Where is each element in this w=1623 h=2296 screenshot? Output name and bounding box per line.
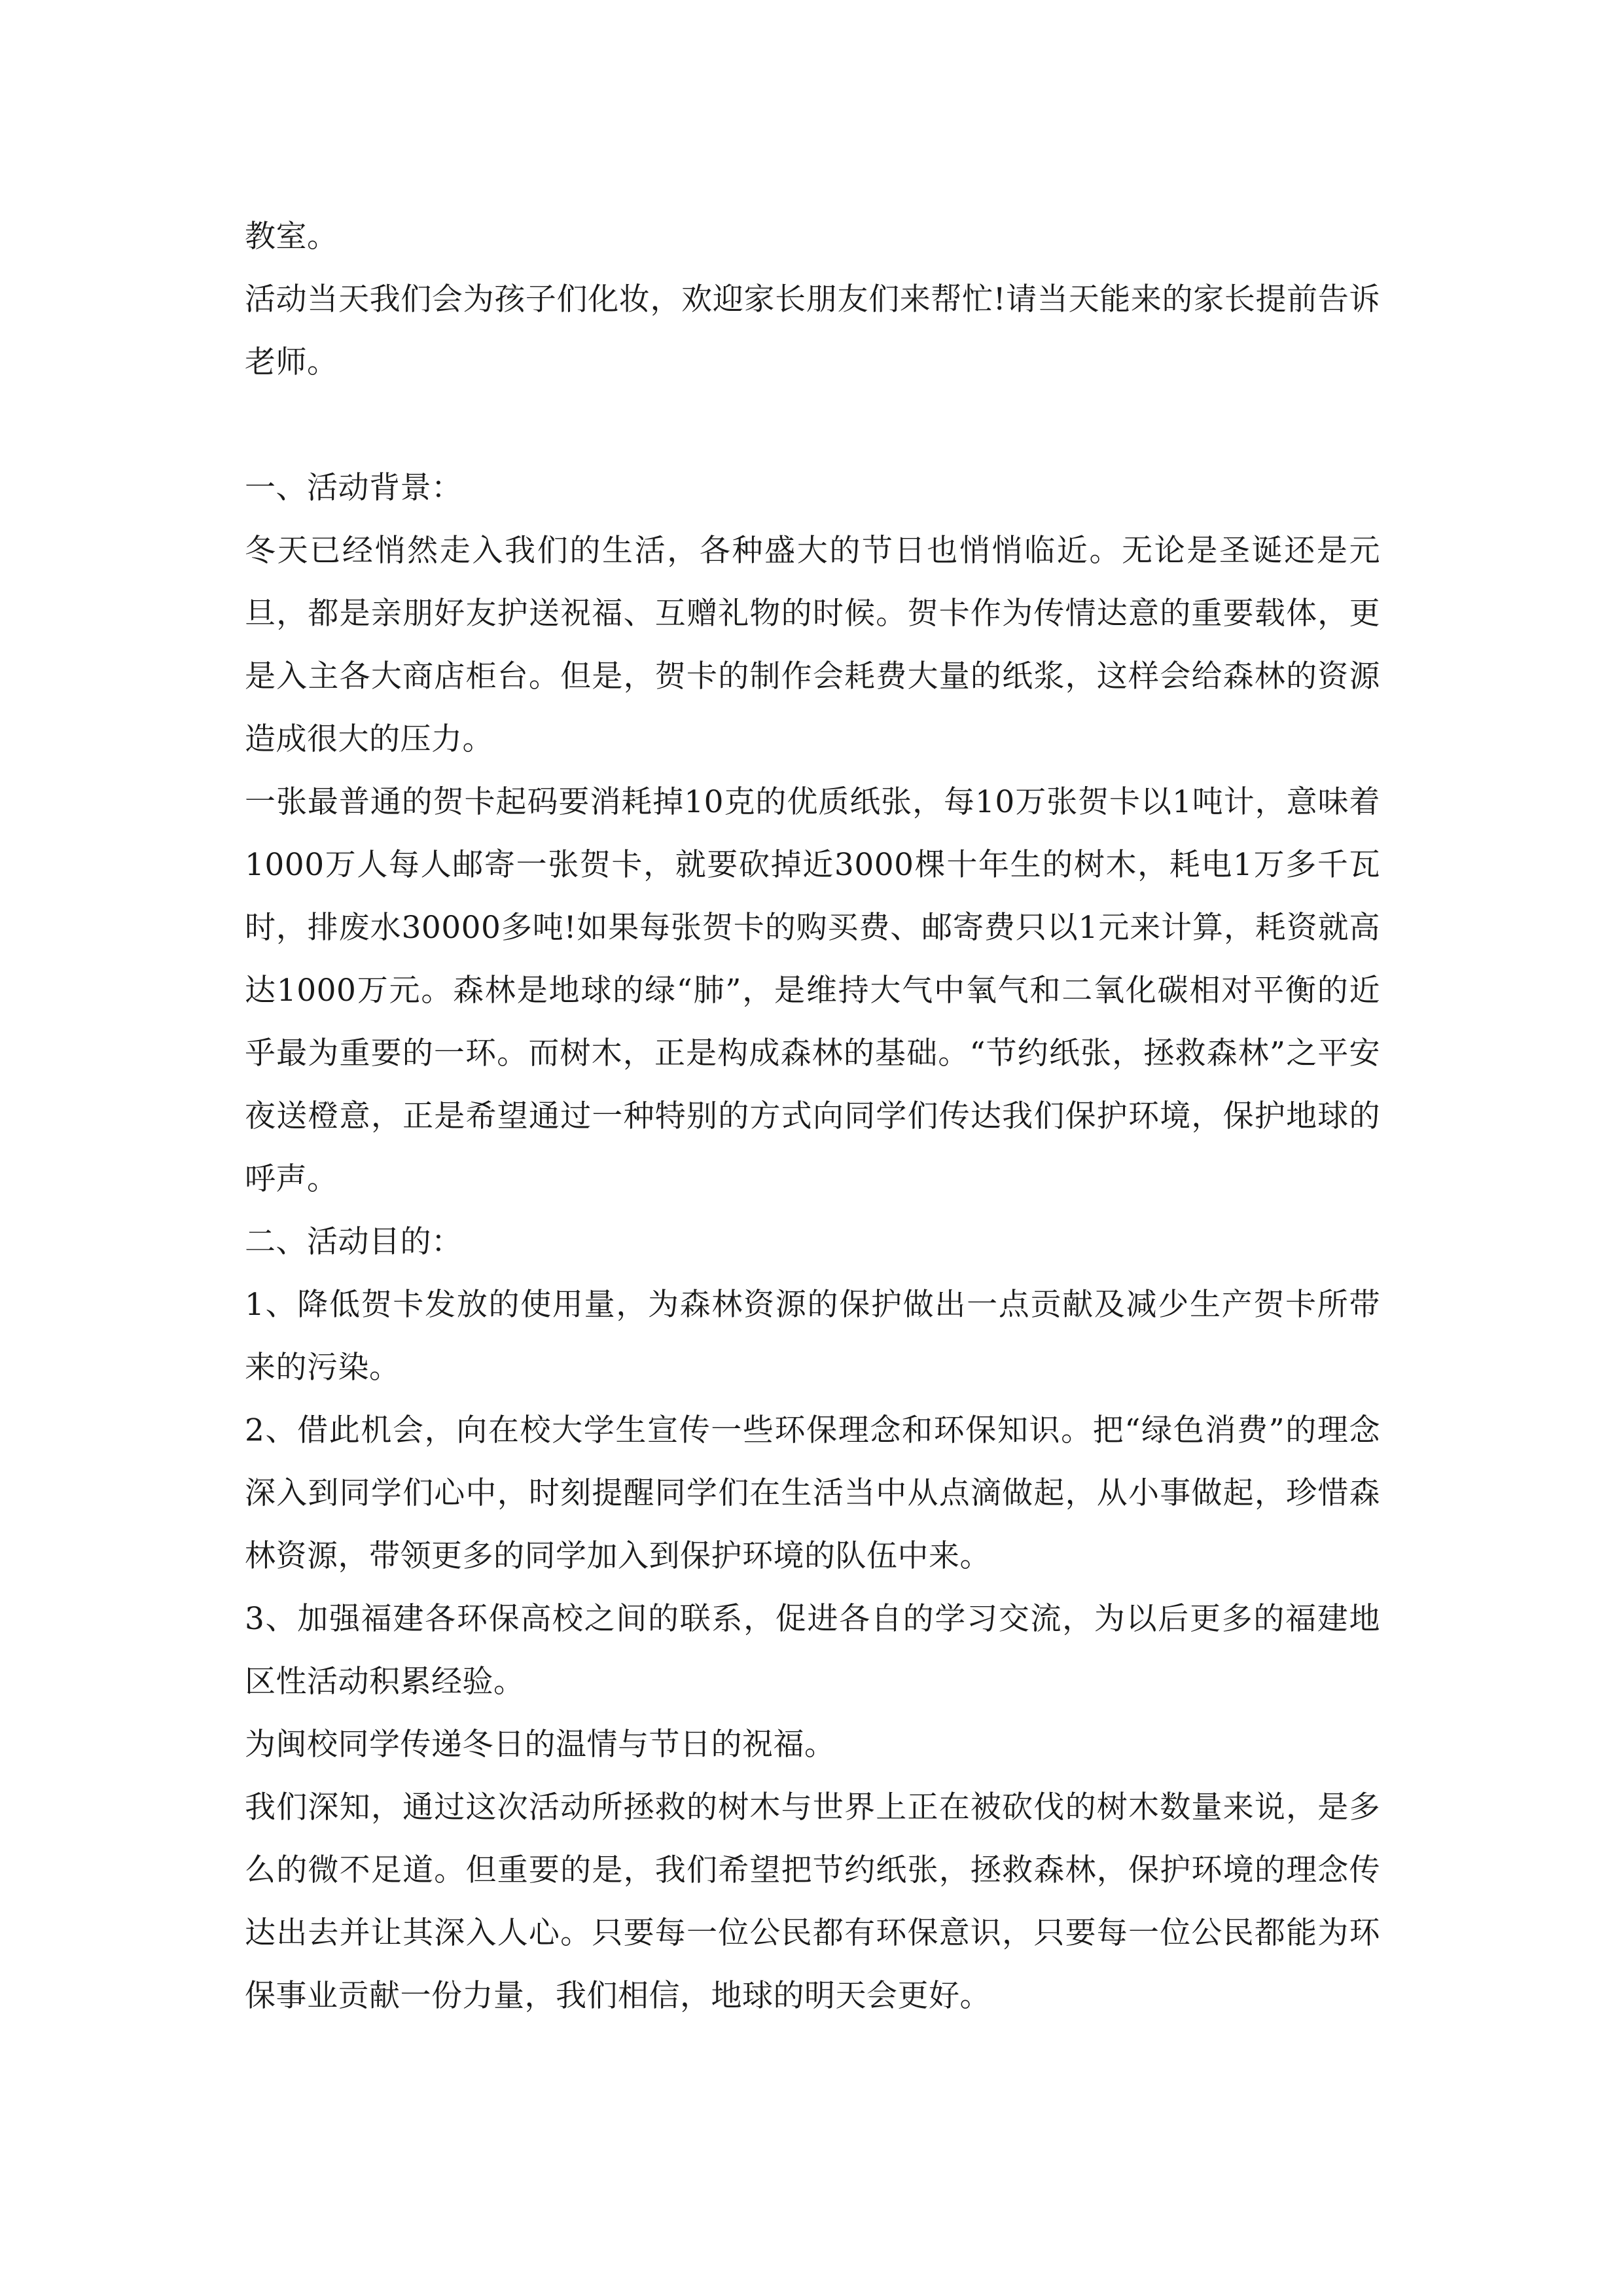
heading-purpose: 二、活动目的：: [245, 1224, 463, 1260]
purpose-item-1: 1、降低贺卡发放的使用量，为森林资源的保护做出一点贡献及减少生产贺卡所带来的污染。: [245, 1287, 1380, 1386]
paragraph-conclusion: 我们深知，通过这次活动所拯救的树木与世界上正在被砍伐的树木数量来说，是多么的微不足道。但重要的是，我们希望把节约纸张，拯救森林，保护环境的理念传达出去并让其深入人心。只要每一位公民都有环保意识，只要每一位公民都能为环保事业贡献一份力量，我们相信，地球的明天会更好。: [245, 1789, 1380, 2014]
paragraph-background: 冬天已经悄然走入我们的生活，各种盛大的节日也悄悄临近。无论是圣诞还是元旦，都是亲朋好友护送祝福、互赠礼物的时候。贺卡作为传情达意的重要载体，更是入主各大商店柜台。但是，贺卡的制作会耗费大量的纸浆，这样会给森林的资源造成很大的压力。: [245, 533, 1380, 757]
purpose-item-3: 3、加强福建各环保高校之间的联系，促进各自的学习交流，为以后更多的福建地区性活动积累经验。: [245, 1601, 1380, 1700]
paragraph-makeup-notice: 活动当天我们会为孩子们化妆，欢迎家长朋友们来帮忙!请当天能来的家长提前告诉老师。: [245, 281, 1380, 380]
document-body: [245, 206, 1380, 2028]
paragraph-winter-wishes: 为闽校同学传递冬日的温情与节日的祝福。: [245, 1727, 836, 1763]
paragraph-classroom-end: 教室。: [245, 219, 338, 255]
purpose-item-2: 2、借此机会，向在校大学生宣传一些环保理念和环保知识。把“绿色消费”的理念深入到同学们心中，时刻提醒同学们在生活当中从点滴做起，从小事做起，珍惜森林资源，带领更多的同学加入到保护环境的队伍中来。: [245, 1412, 1380, 1574]
heading-background: 一、活动背景：: [245, 470, 463, 506]
paragraph-card-statistics: 一张最普通的贺卡起码要消耗掉10克的优质纸张，每10万张贺卡以1吨计，意味着1000万人每人邮寄一张贺卡，就要砍掉近3000棵十年生的树木，耗电1万多千瓦时，排废水30000多吨!如果每张贺卡的购买费、邮寄费只以1元来计算，耗资就高达1000万元。森林是地球的绿“肺”，是维持大气中氧气和二氧化碳相对平衡的近乎最为重要的一环。而树木，正是构成森林的基础。“节约纸张，拯救森林”之平安夜送橙意，正是希望通过一种特别的方式向同学们传达我们保护环境，保护地球的呼声。: [245, 784, 1380, 1197]
blank-line: [245, 394, 1380, 457]
